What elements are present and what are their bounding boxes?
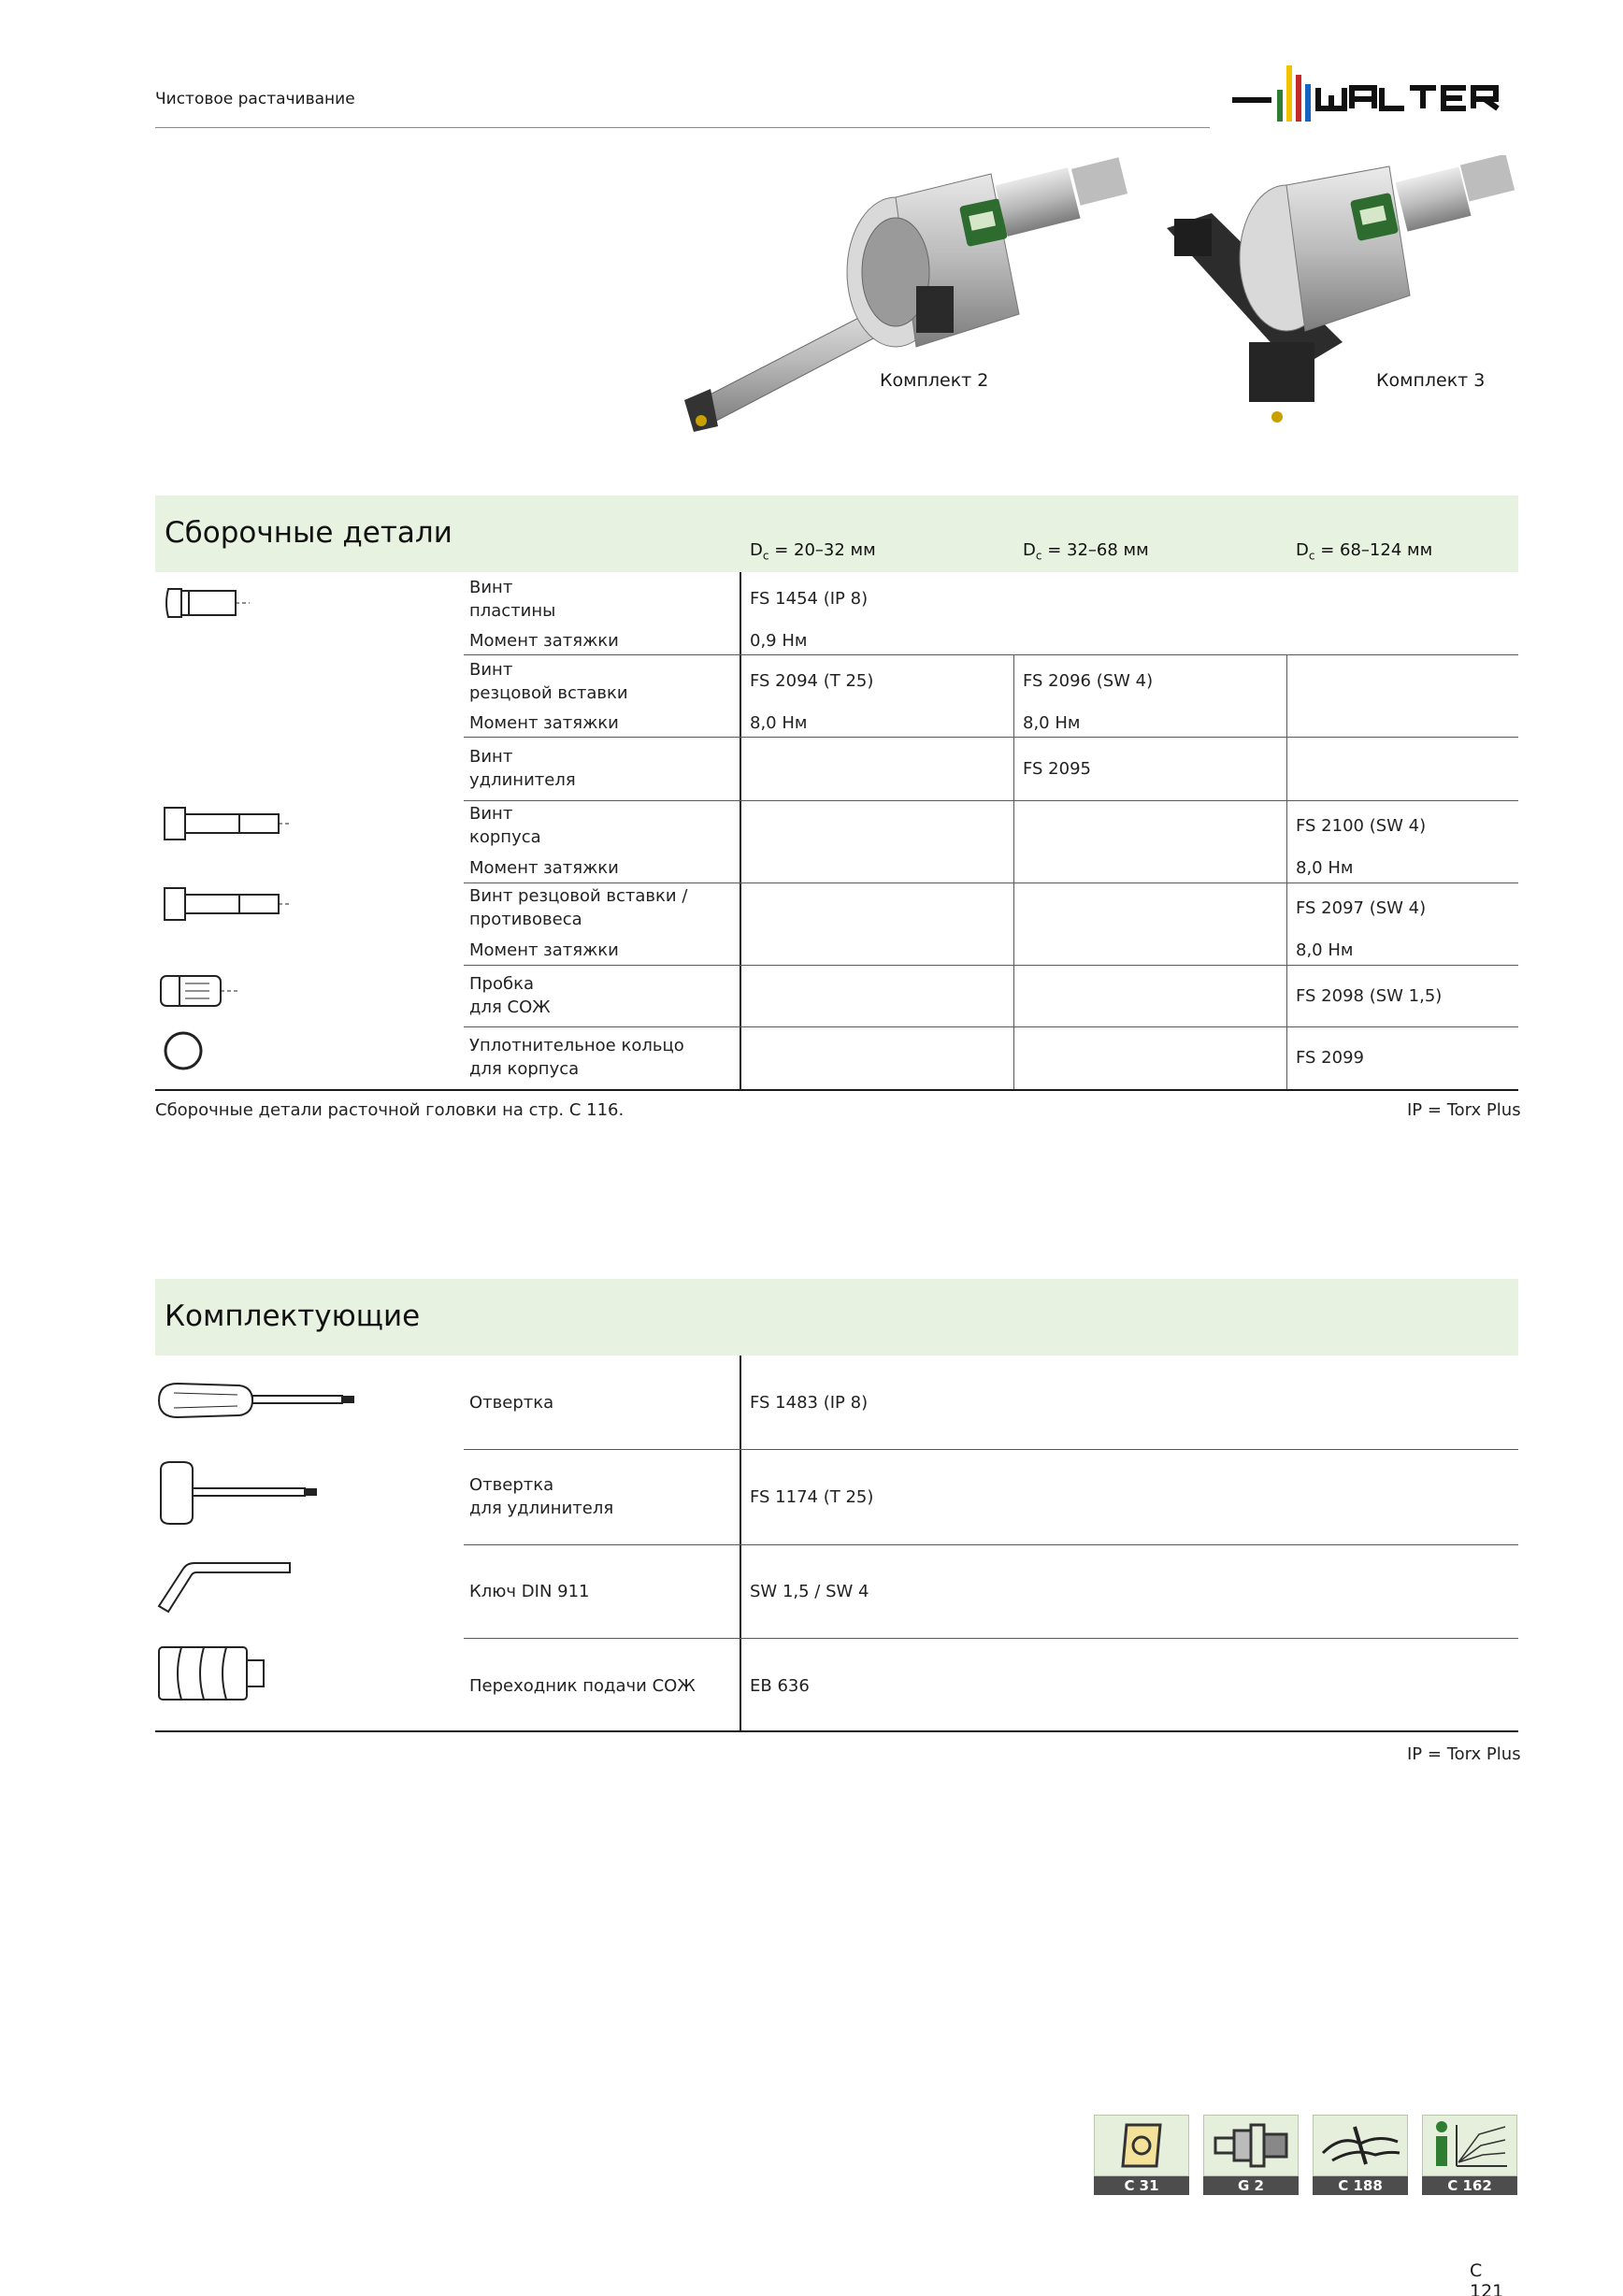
- cell-torque-c3: 8,0 Нм: [1296, 858, 1354, 878]
- kit2-caption: Комплект 2: [880, 370, 989, 391]
- column-header-1: $D_c = 20-32$ мм: [750, 540, 876, 563]
- accessories-title: Комплектующие: [165, 1299, 421, 1333]
- cell-torque-c3: 8,0 Нм: [1296, 940, 1354, 960]
- row-label-torque: Момент затяжки: [469, 858, 619, 878]
- cell-torque-c1: 8,0 Нм: [750, 713, 808, 733]
- assembly-heading-band: [155, 495, 1518, 572]
- cell-counterweight-screw-c3: FS 2097 (SW 4): [1296, 898, 1427, 918]
- row-label-insert-screw: Винт пластины: [469, 578, 556, 621]
- accessories-table-bottom: [155, 1730, 1518, 1732]
- walter-logo: [1232, 62, 1518, 127]
- accessory-value-hex-key: SW 1,5 / SW 4: [750, 1582, 869, 1601]
- cell-cartridge-screw-c1: FS 2094 (T 25): [750, 671, 874, 691]
- coolant-plug-icon: [157, 970, 241, 1015]
- accessory-label-screwdriver: Отвертка: [469, 1393, 554, 1413]
- coolant-adapter-icon: [155, 1640, 267, 1709]
- accessory-value-coolant-adapter: EB 636: [750, 1676, 810, 1696]
- nav-label: C 31: [1094, 2176, 1189, 2195]
- screwdriver-icon: [155, 1376, 361, 1428]
- kit3-caption: Комплект 3: [1376, 370, 1486, 391]
- accessory-label-extension-screwdriver: Отвертка для удлинителя: [469, 1475, 614, 1518]
- nav-link-c188[interactable]: [1313, 2115, 1408, 2195]
- assembly-title: Сборочные детали: [165, 516, 452, 550]
- accessory-label-coolant-adapter: Переходник подачи СОЖ: [469, 1676, 696, 1696]
- cell-insert-screw-c1: FS 1454 (IP 8): [750, 589, 869, 609]
- row-divider: [464, 1449, 1518, 1450]
- row-label-extension-screw: Винт удлинителя: [469, 747, 576, 790]
- assembly-table-divider: [740, 572, 741, 1090]
- wrench-hand-icon: [1313, 2115, 1408, 2176]
- nav-label: C 162: [1422, 2176, 1517, 2195]
- nav-link-g2[interactable]: [1203, 2115, 1299, 2195]
- torx-plus-note: IP = Torx Plus: [1407, 1100, 1521, 1120]
- t-handle-screwdriver-icon: [155, 1460, 323, 1529]
- row-label-cartridge-screw: Винт резцовой вставки: [469, 660, 628, 703]
- nav-link-c31[interactable]: [1094, 2115, 1189, 2195]
- row-divider: [464, 737, 1518, 738]
- kit3-photo: [1156, 155, 1520, 445]
- hex-key-icon: [155, 1556, 295, 1619]
- accessory-value-extension-screwdriver: FS 1174 (T 25): [750, 1487, 874, 1507]
- cell-cartridge-screw-c2: FS 2096 (SW 4): [1023, 671, 1154, 691]
- page-number: C 121: [1470, 2260, 1504, 2296]
- row-divider: [464, 1544, 1518, 1545]
- info-chart-icon: [1422, 2115, 1517, 2176]
- nav-label: G 2: [1203, 2176, 1299, 2195]
- cell-extension-screw-c2: FS 2095: [1023, 759, 1091, 779]
- header-divider: [155, 127, 1210, 128]
- row-label-counterweight-screw: Винт резцовой вставки / противовеса: [469, 886, 688, 929]
- accessory-value-screwdriver: FS 1483 (IP 8): [750, 1393, 869, 1413]
- row-label-body-screw: Винт корпуса: [469, 804, 541, 847]
- tool-holder-icon: [1203, 2115, 1299, 2176]
- assembly-footnote: Сборочные детали расточной головки на стр. C 116.: [155, 1100, 625, 1120]
- column-divider-3: [1286, 654, 1287, 1090]
- row-divider: [464, 1026, 1518, 1027]
- torx-plus-note: IP = Torx Plus: [1407, 1744, 1521, 1764]
- section-header-title: Чистовое растачивание: [155, 90, 355, 108]
- row-divider: [464, 800, 1518, 801]
- cell-o-ring-c3: FS 2099: [1296, 1048, 1364, 1068]
- insert-screw-icon: [161, 580, 254, 630]
- cell-torque-c1: 0,9 Нм: [750, 631, 808, 651]
- assembly-table-bottom: [155, 1089, 1518, 1091]
- row-label-torque: Момент затяжки: [469, 713, 619, 733]
- nav-label: C 188: [1313, 2176, 1408, 2195]
- kit2-photo: [682, 155, 1169, 445]
- insert-icon: [1094, 2115, 1189, 2176]
- column-header-3: $D_c = 68-124$ мм: [1296, 540, 1433, 563]
- cell-body-screw-c3: FS 2100 (SW 4): [1296, 816, 1427, 836]
- o-ring-icon: [161, 1028, 206, 1077]
- column-divider-2: [1013, 654, 1014, 1090]
- accessory-label-hex-key: Ключ DIN 911: [469, 1582, 590, 1601]
- row-divider: [464, 654, 1518, 655]
- column-header-2: $D_c = 32-68$ мм: [1023, 540, 1149, 563]
- cell-coolant-plug-c3: FS 2098 (SW 1,5): [1296, 986, 1443, 1006]
- accessories-heading-band: [155, 1279, 1518, 1356]
- row-label-coolant-plug: Пробка для СОЖ: [469, 974, 551, 1017]
- row-label-o-ring: Уплотнительное кольцо для корпуса: [469, 1036, 684, 1079]
- row-label-torque: Момент затяжки: [469, 940, 619, 960]
- cell-torque-c2: 8,0 Нм: [1023, 713, 1081, 733]
- accessories-table-divider: [740, 1356, 741, 1731]
- row-divider: [464, 965, 1518, 966]
- row-label-torque: Момент затяжки: [469, 631, 619, 651]
- counterweight-screw-icon: [161, 883, 292, 929]
- nav-link-c162[interactable]: [1422, 2115, 1517, 2195]
- row-divider: [464, 1638, 1518, 1639]
- body-screw-icon: [161, 802, 292, 849]
